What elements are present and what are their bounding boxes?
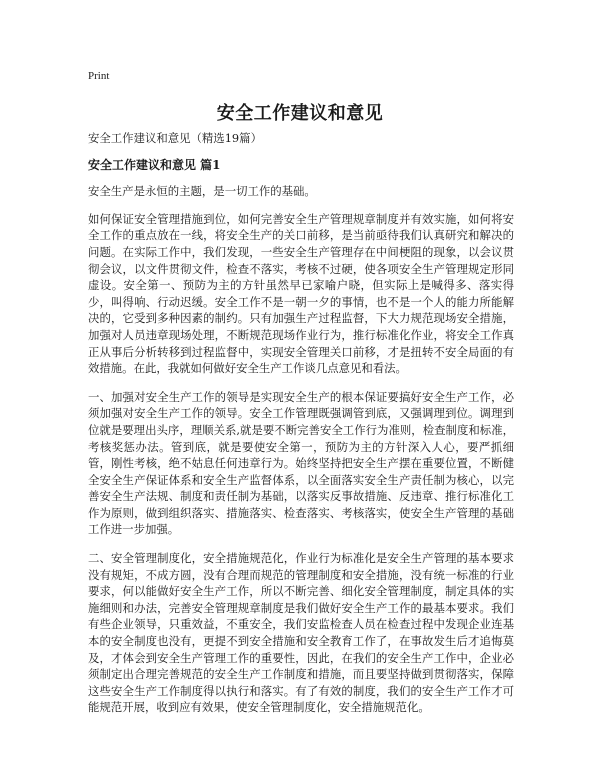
page-title: 安全工作建议和意见 (216, 103, 384, 124)
body-paragraph: 二、安全管理制度化，安全措施规范化，作业行为标准化是安全生产管理的基本要求没有规矩，不成方圆，没有合理而规范的管理制度和安全措施，没有统一标准的行业要求，何以能做好安全生产工作，所以不断完善、细化安全管理制度，制定具体的实施细则和办法，完善安全管理规章制度是我们做好安全生产工作的最基本要求。我们有些企业领导，只重效益，不重安全，我们安监检查人员在检查过程中发现企业连基本的安全制度也没有，更提不到安全措施和安全教育工作了，在事故发生后才追悔莫及，才体会到安全生产管理工作的重要性，因此，在我们的安全生产工作中，企业必须制定出合理完善规范的安全生产工作制度和措施，而且要坚持做到贯彻落实，保障这些安全生产工作制度得以执行和落实。有了有效的制度，我们的安全生产工作才可能规范开展，收到应有效果，使安全管理制度化，安全措施规范化。 (88, 551, 514, 715)
body-paragraph: 一、加强对安全生产工作的领导是实现安全生产的根本保证要搞好安全生产工作，必须加强对安全生产工作的领导。安全工作管理既强调管到底，又强调理到位。调理到位就是要理出头序，理顺关系,就是要不断完善安全工作行为准则，检查制度和标准，考核奖惩办法。管到底，就是要使安全第一，预防为主的方针深入人心，要严抓细管，刚性考核，绝不姑息任何违章行为。始终坚持把安全生产摆在重要位置，不断健全安全生产保证体系和安全生产监督体系，以全面落实安全生产责任制为核心，以完善安全生产法规、制度和责任制为基础，以落实反事故措施、反违章、推行标准化工作为原则，做到组织落实、措施落实、检查落实、考核落实，使安全生产管理的基础工作进一步加强。 (88, 389, 514, 537)
document-body (88, 130, 514, 728)
print-link[interactable]: Print (88, 70, 110, 82)
document-subtitle: 安全工作建议和意见（精选19篇） (88, 131, 262, 145)
section-heading: 安全工作建议和意见 篇1 (88, 157, 221, 172)
body-paragraph: 如何保证安全管理措施到位，如何完善安全生产管理规章制度并有效实施，如何将安全工作的重点放在一线，将安全生产的关口前移，是当前亟待我们认真研究和解决的问题。在实际工作中，我们发现，一些安全生产管理存在中间梗阻的现象，以会议贯彻会议，以文件贯彻文件，检查不落实，考核不过硬，使各项安全生产管理规定形同虚设。安全第一、预防为主的方针虽然早已家喻户晓，但实际上是喊得多、落实得少，叫得响、行动迟缓。安全工作不是一朝一夕的事情，也不是一个人的能力所能解决的，它受到多种因素的制约。只有加强生产过程监督，下大力规范现场安全措施，加强对人员违章现场处理，不断规范现场作业行为，推行标准化作业，将安全工作真正从事后分析转移到过程监督中，实现安全管理关口前移，才是扭转不安全局面的有效措施。在此，我就如何做好安全生产工作谈几点意见和看法。 (88, 211, 514, 376)
lead-paragraph: 安全生产是永恒的主题，是一切工作的基础。 (88, 184, 316, 199)
